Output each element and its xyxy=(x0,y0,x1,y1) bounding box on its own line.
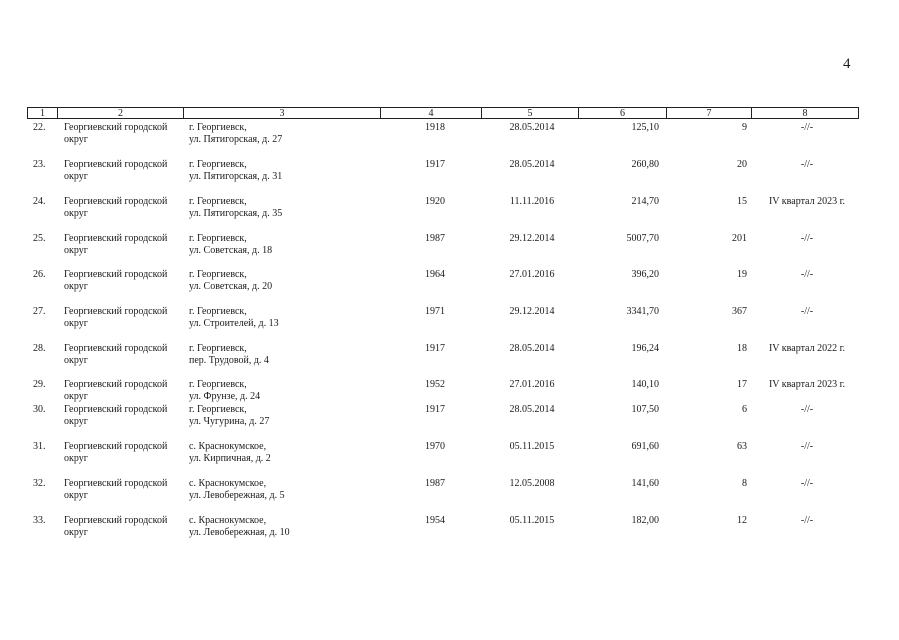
date-cell xyxy=(497,441,567,453)
year-cell xyxy=(415,404,455,416)
term-cell xyxy=(757,478,857,490)
year-cell-line: 1917 xyxy=(425,343,445,354)
row-number xyxy=(33,441,46,453)
year-cell xyxy=(415,196,455,208)
year-cell-line: 1964 xyxy=(425,269,445,280)
address-cell-line: с. Краснокумское, xyxy=(189,478,267,489)
table-row xyxy=(27,340,859,370)
table-row xyxy=(27,119,859,149)
address-cell-line: г. Георгиевск, xyxy=(189,122,247,133)
header-cell: 4 xyxy=(381,108,482,118)
residents-cell xyxy=(687,515,747,527)
residents-cell xyxy=(687,404,747,416)
row-number-line: 22. xyxy=(33,122,46,133)
district-cell-line: Георгиевский городской xyxy=(64,478,168,489)
year-cell-line: 1970 xyxy=(425,441,445,452)
date-cell-line: 05.11.2015 xyxy=(509,515,555,526)
area-cell xyxy=(587,478,659,490)
term-cell xyxy=(757,196,857,208)
table-row xyxy=(27,401,859,431)
row-number xyxy=(33,196,46,208)
district-cell-line: округ xyxy=(64,391,88,402)
date-cell xyxy=(497,515,567,527)
term-cell xyxy=(757,306,857,318)
term-cell-line: IV квартал 2023 г. xyxy=(768,379,846,390)
year-cell-line: 1987 xyxy=(425,233,445,244)
row-number xyxy=(33,379,46,391)
address-cell xyxy=(189,515,290,539)
date-cell xyxy=(497,478,567,490)
residents-cell xyxy=(687,269,747,281)
row-number xyxy=(33,159,46,171)
residents-cell-line: 18 xyxy=(737,343,747,354)
date-cell xyxy=(497,196,567,208)
year-cell xyxy=(415,159,455,171)
table-row xyxy=(27,512,859,542)
row-number xyxy=(33,122,46,134)
area-cell xyxy=(587,122,659,134)
year-cell-line: 1952 xyxy=(425,379,445,390)
district-cell-line: округ xyxy=(64,318,88,329)
district-cell-line: Георгиевский городской xyxy=(64,196,168,207)
row-number-line: 24. xyxy=(33,196,46,207)
address-cell-line: ул. Левобережная, д. 5 xyxy=(189,490,285,501)
term-cell xyxy=(757,233,857,245)
term-cell-line: -//- xyxy=(800,269,814,280)
residents-cell xyxy=(687,122,747,134)
date-cell xyxy=(497,343,567,355)
row-number-line: 27. xyxy=(33,306,46,317)
term-cell xyxy=(757,122,857,134)
district-cell xyxy=(64,159,167,183)
area-cell-line: 396,20 xyxy=(631,269,659,280)
residents-cell xyxy=(687,343,747,355)
row-number-line: 29. xyxy=(33,379,46,390)
table-row xyxy=(27,266,859,296)
area-cell xyxy=(587,441,659,453)
table-row xyxy=(27,156,859,186)
term-cell-line: -//- xyxy=(800,306,814,317)
residents-cell-line: 19 xyxy=(737,269,747,280)
row-number xyxy=(33,515,46,527)
year-cell-line: 1918 xyxy=(425,122,445,133)
area-cell xyxy=(587,196,659,208)
address-cell xyxy=(189,441,271,465)
residents-cell-line: 8 xyxy=(742,478,747,489)
district-cell xyxy=(64,515,167,539)
date-cell-line: 27.01.2016 xyxy=(509,269,555,280)
district-cell-line: Георгиевский городской xyxy=(64,159,168,170)
address-cell-line: г. Георгиевск, xyxy=(189,404,247,415)
date-cell xyxy=(497,269,567,281)
date-cell-line: 12.05.2008 xyxy=(509,478,555,489)
term-cell xyxy=(757,343,857,355)
row-number xyxy=(33,404,46,416)
district-cell xyxy=(64,441,167,465)
district-cell-line: округ xyxy=(64,453,88,464)
area-cell xyxy=(587,306,659,318)
district-cell xyxy=(64,233,167,257)
residents-cell xyxy=(687,306,747,318)
address-cell-line: с. Краснокумское, xyxy=(189,441,267,452)
date-cell xyxy=(497,122,567,134)
row-number xyxy=(33,306,46,318)
row-number-line: 30. xyxy=(33,404,46,415)
district-cell-line: Георгиевский городской xyxy=(64,269,168,280)
term-cell xyxy=(757,159,857,171)
address-cell-line: ул. Чугурина, д. 27 xyxy=(189,416,270,427)
district-cell-line: Георгиевский городской xyxy=(64,306,168,317)
district-cell xyxy=(64,122,167,146)
row-number-line: 23. xyxy=(33,159,46,170)
header-cell: 6 xyxy=(579,108,667,118)
residents-cell-line: 15 xyxy=(737,196,747,207)
term-cell xyxy=(757,269,857,281)
date-cell xyxy=(497,306,567,318)
address-cell-line: пер. Трудовой, д. 4 xyxy=(189,355,269,366)
date-cell-line: 28.05.2014 xyxy=(509,159,555,170)
address-cell-line: ул. Фрунзе, д. 24 xyxy=(189,391,261,402)
address-cell xyxy=(189,122,282,146)
row-number-line: 25. xyxy=(33,233,46,244)
area-cell xyxy=(587,159,659,171)
term-cell-line: -//- xyxy=(800,478,814,489)
table-row xyxy=(27,438,859,468)
date-cell-line: 28.05.2014 xyxy=(509,404,555,415)
address-cell-line: г. Георгиевск, xyxy=(189,379,247,390)
term-cell-line: IV квартал 2023 г. xyxy=(768,196,846,207)
address-cell-line: г. Георгиевск, xyxy=(189,343,247,354)
table-row xyxy=(27,193,859,223)
row-number-line: 31. xyxy=(33,441,46,452)
address-cell xyxy=(189,306,279,330)
district-cell-line: Георгиевский городской xyxy=(64,233,168,244)
year-cell xyxy=(415,478,455,490)
header-cell: 1 xyxy=(28,108,58,118)
district-cell xyxy=(64,478,167,502)
row-number-line: 32. xyxy=(33,478,46,489)
address-cell xyxy=(189,233,272,257)
row-number-line: 26. xyxy=(33,269,46,280)
district-cell-line: округ xyxy=(64,245,88,256)
district-cell xyxy=(64,343,167,367)
year-cell xyxy=(415,233,455,245)
residents-cell-line: 201 xyxy=(732,233,747,244)
area-cell xyxy=(587,379,659,391)
district-cell xyxy=(64,306,167,330)
district-cell-line: Георгиевский городской xyxy=(64,515,168,526)
address-cell-line: ул. Пятигорская, д. 31 xyxy=(189,171,283,182)
district-cell xyxy=(64,269,167,293)
residents-cell xyxy=(687,441,747,453)
term-cell-line: -//- xyxy=(800,122,814,133)
residents-cell-line: 12 xyxy=(737,515,747,526)
residents-cell xyxy=(687,233,747,245)
address-cell-line: г. Георгиевск, xyxy=(189,233,247,244)
row-number xyxy=(33,478,46,490)
district-cell xyxy=(64,404,167,428)
date-cell-line: 28.05.2014 xyxy=(509,343,555,354)
address-cell xyxy=(189,478,285,502)
residents-cell-line: 9 xyxy=(742,122,747,133)
residents-cell-line: 63 xyxy=(737,441,747,452)
address-cell xyxy=(189,404,269,428)
year-cell-line: 1987 xyxy=(425,478,445,489)
row-number xyxy=(33,233,46,245)
page-number: 4 xyxy=(843,56,851,72)
area-cell xyxy=(587,404,659,416)
term-cell-line: -//- xyxy=(800,159,814,170)
district-cell-line: округ xyxy=(64,281,88,292)
district-cell-line: округ xyxy=(64,171,88,182)
address-cell xyxy=(189,343,269,367)
area-cell xyxy=(587,269,659,281)
year-cell xyxy=(415,343,455,355)
header-cell: 7 xyxy=(667,108,752,118)
address-cell-line: ул. Строителей, д. 13 xyxy=(189,318,279,329)
term-cell xyxy=(757,404,857,416)
area-cell-line: 260,80 xyxy=(631,159,659,170)
address-cell xyxy=(189,196,282,220)
date-cell xyxy=(497,159,567,171)
date-cell-line: 11.11.2016 xyxy=(509,196,555,207)
area-cell-line: 214,70 xyxy=(631,196,659,207)
year-cell xyxy=(415,441,455,453)
district-cell-line: округ xyxy=(64,208,88,219)
date-cell xyxy=(497,379,567,391)
address-cell-line: г. Георгиевск, xyxy=(189,196,247,207)
address-cell-line: ул. Левобережная, д. 10 xyxy=(189,527,290,538)
date-cell xyxy=(497,404,567,416)
residents-cell xyxy=(687,478,747,490)
residents-cell-line: 20 xyxy=(737,159,747,170)
year-cell-line: 1954 xyxy=(425,515,445,526)
year-cell-line: 1917 xyxy=(425,404,445,415)
district-cell-line: округ xyxy=(64,490,88,501)
area-cell xyxy=(587,233,659,245)
date-cell-line: 05.11.2015 xyxy=(509,441,555,452)
district-cell xyxy=(64,196,167,220)
residents-cell-line: 367 xyxy=(732,306,747,317)
area-cell xyxy=(587,515,659,527)
date-cell-line: 29.12.2014 xyxy=(509,233,555,244)
district-cell-line: Георгиевский городской xyxy=(64,122,168,133)
term-cell-line: -//- xyxy=(800,515,814,526)
address-cell xyxy=(189,269,272,293)
residents-cell-line: 17 xyxy=(737,379,747,390)
address-cell-line: ул. Советская, д. 20 xyxy=(189,281,273,292)
address-cell-line: с. Краснокумское, xyxy=(189,515,267,526)
address-cell-line: г. Георгиевск, xyxy=(189,269,247,280)
address-cell-line: г. Георгиевск, xyxy=(189,159,247,170)
row-number-line: 33. xyxy=(33,515,46,526)
row-number-line: 28. xyxy=(33,343,46,354)
year-cell xyxy=(415,515,455,527)
row-number xyxy=(33,269,46,281)
year-cell xyxy=(415,379,455,391)
table-header xyxy=(27,107,859,119)
district-cell-line: Георгиевский городской xyxy=(64,379,168,390)
address-cell-line: ул. Пятигорская, д. 27 xyxy=(189,134,283,145)
area-cell-line: 5007,70 xyxy=(626,233,659,244)
year-cell xyxy=(415,122,455,134)
date-cell xyxy=(497,233,567,245)
residents-cell xyxy=(687,159,747,171)
area-cell-line: 691,60 xyxy=(631,441,659,452)
year-cell xyxy=(415,269,455,281)
area-cell-line: 107,50 xyxy=(631,404,659,415)
row-number xyxy=(33,343,46,355)
header-cell: 5 xyxy=(482,108,579,118)
term-cell-line: -//- xyxy=(800,441,814,452)
year-cell-line: 1917 xyxy=(425,159,445,170)
district-cell-line: округ xyxy=(64,134,88,145)
area-cell-line: 3341,70 xyxy=(626,306,659,317)
term-cell xyxy=(757,515,857,527)
term-cell xyxy=(757,379,857,391)
residents-cell xyxy=(687,196,747,208)
term-cell xyxy=(757,441,857,453)
area-cell-line: 140,10 xyxy=(631,379,659,390)
area-cell-line: 196,24 xyxy=(631,343,659,354)
term-cell-line: -//- xyxy=(800,404,814,415)
term-cell-line: IV квартал 2022 г. xyxy=(768,343,846,354)
table-row xyxy=(27,303,859,333)
residents-cell-line: 6 xyxy=(742,404,747,415)
date-cell-line: 29.12.2014 xyxy=(509,306,555,317)
header-cell: 2 xyxy=(58,108,184,118)
date-cell-line: 28.05.2014 xyxy=(509,122,555,133)
district-cell-line: Георгиевский городской xyxy=(64,343,168,354)
table-row xyxy=(27,475,859,505)
date-cell-line: 27.01.2016 xyxy=(509,379,555,390)
address-cell-line: г. Георгиевск, xyxy=(189,306,247,317)
address-cell-line: ул. Пятигорская, д. 35 xyxy=(189,208,283,219)
district-cell-line: Георгиевский городской xyxy=(64,441,168,452)
district-cell-line: округ xyxy=(64,527,88,538)
term-cell-line: -//- xyxy=(800,233,814,244)
header-cell: 3 xyxy=(184,108,381,118)
residents-cell xyxy=(687,379,747,391)
address-cell xyxy=(189,379,260,403)
district-cell xyxy=(64,379,167,403)
year-cell-line: 1920 xyxy=(425,196,445,207)
address-cell xyxy=(189,159,282,183)
address-cell-line: ул. Кирпичная, д. 2 xyxy=(189,453,271,464)
table-row xyxy=(27,230,859,260)
area-cell-line: 141,60 xyxy=(631,478,659,489)
year-cell-line: 1971 xyxy=(425,306,445,317)
area-cell xyxy=(587,343,659,355)
address-cell-line: ул. Советская, д. 18 xyxy=(189,245,273,256)
area-cell-line: 125,10 xyxy=(631,122,659,133)
district-cell-line: округ xyxy=(64,416,88,427)
district-cell-line: Георгиевский городской xyxy=(64,404,168,415)
district-cell-line: округ xyxy=(64,355,88,366)
header-cell: 8 xyxy=(802,108,808,119)
area-cell-line: 182,00 xyxy=(631,515,659,526)
year-cell xyxy=(415,306,455,318)
